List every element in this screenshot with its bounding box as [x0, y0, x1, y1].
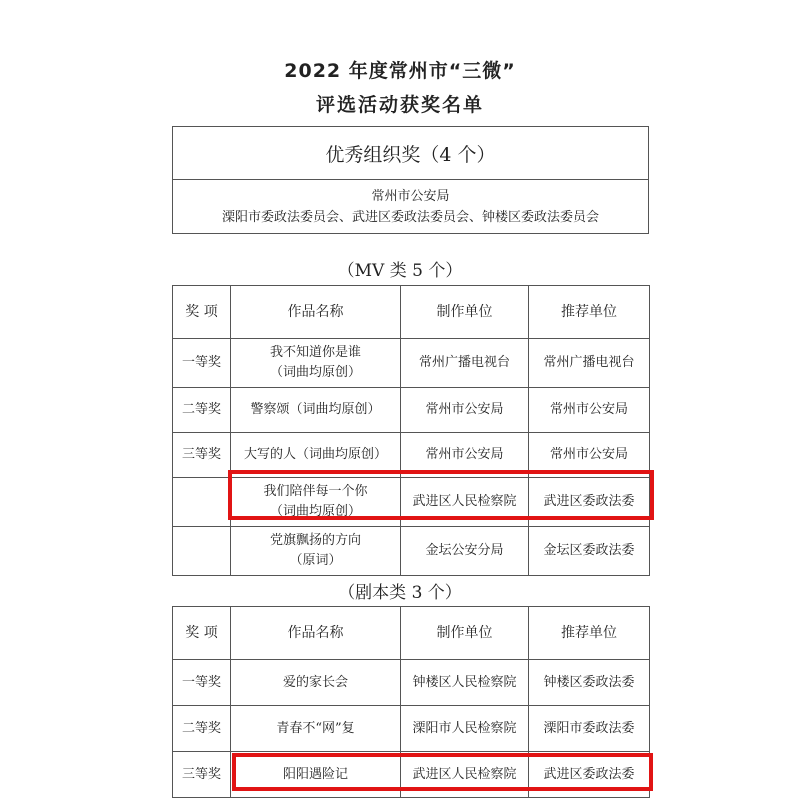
organization-award-box	[172, 126, 649, 234]
award-cell: 二等奖	[173, 706, 231, 752]
table-row	[173, 752, 650, 798]
work-cell: 青春不“网”复	[231, 706, 401, 752]
table-row	[173, 388, 650, 433]
script-section-title: （剧本类 3 个）	[338, 583, 462, 603]
organization-award-winner-line1: 常州市公安局	[371, 189, 450, 204]
header-recommender: 推荐单位	[529, 286, 650, 339]
recommender-cell: 钟楼区委政法委	[529, 660, 650, 706]
header-recommender: 推荐单位	[529, 607, 650, 660]
award-cell	[173, 527, 231, 576]
producer-cell: 武进区人民检察院	[401, 752, 529, 798]
work-line2: （词曲均原创）	[269, 504, 361, 519]
recommender-cell: 武进区委政法委	[529, 478, 650, 527]
producer-cell: 金坛公安分局	[401, 527, 529, 576]
document-title-line2: 评选活动获奖名单	[315, 94, 484, 116]
header-work: 作品名称	[231, 607, 401, 660]
header-award: 奖 项	[173, 607, 231, 660]
table-row	[173, 478, 650, 527]
award-cell: 三等奖	[173, 433, 231, 478]
header-work: 作品名称	[231, 286, 401, 339]
work-cell	[231, 478, 401, 527]
work-cell: 大写的人（词曲均原创）	[231, 433, 401, 478]
work-line1: 我们陪伴每一个你	[263, 484, 368, 499]
table-row	[173, 433, 650, 478]
table-row	[173, 527, 650, 576]
recommender-cell: 金坛区委政法委	[529, 527, 650, 576]
header-producer: 制作单位	[401, 286, 529, 339]
table-header-row	[173, 607, 650, 660]
work-cell	[231, 339, 401, 388]
producer-cell: 常州市公安局	[401, 433, 529, 478]
producer-cell: 钟楼区人民检察院	[401, 660, 529, 706]
producer-cell: 溧阳市人民检察院	[401, 706, 529, 752]
recommender-cell: 常州市公安局	[529, 433, 650, 478]
work-line2: （原词）	[289, 553, 342, 568]
producer-cell: 常州广播电视台	[401, 339, 529, 388]
header-producer: 制作单位	[401, 607, 529, 660]
table-row	[173, 706, 650, 752]
award-cell	[173, 478, 231, 527]
work-cell	[231, 527, 401, 576]
table-row	[173, 660, 650, 706]
table-row	[173, 339, 650, 388]
work-line1: 我不知道你是谁	[269, 345, 361, 360]
work-cell: 警察颂（词曲均原创）	[231, 388, 401, 433]
producer-cell: 武进区人民检察院	[401, 478, 529, 527]
award-cell: 二等奖	[173, 388, 231, 433]
document-title-line1: 2022 年度常州市“三微”	[284, 60, 516, 82]
recommender-cell: 武进区委政法委	[529, 752, 650, 798]
award-cell: 一等奖	[173, 339, 231, 388]
script-awards-table	[172, 606, 650, 798]
table-header-row	[173, 286, 650, 339]
recommender-cell: 常州广播电视台	[529, 339, 650, 388]
award-cell: 三等奖	[173, 752, 231, 798]
work-cell: 爱的家长会	[231, 660, 401, 706]
work-cell: 阳阳遇险记	[231, 752, 401, 798]
work-line2: （词曲均原创）	[269, 365, 361, 380]
organization-award-winner-line2: 溧阳市委政法委员会、武进区委政法委员会、钟楼区委政法委员会	[221, 210, 599, 225]
organization-award-heading: 优秀组织奖（4 个）	[173, 127, 648, 180]
header-award: 奖 项	[173, 286, 231, 339]
work-line1: 党旗飘扬的方向	[269, 533, 361, 548]
mv-section-title: （MV 类 5 个）	[337, 261, 463, 281]
award-cell: 一等奖	[173, 660, 231, 706]
organization-award-winners	[173, 180, 648, 234]
recommender-cell: 常州市公安局	[529, 388, 650, 433]
mv-awards-table	[172, 285, 650, 576]
producer-cell: 常州市公安局	[401, 388, 529, 433]
recommender-cell: 溧阳市委政法委	[529, 706, 650, 752]
